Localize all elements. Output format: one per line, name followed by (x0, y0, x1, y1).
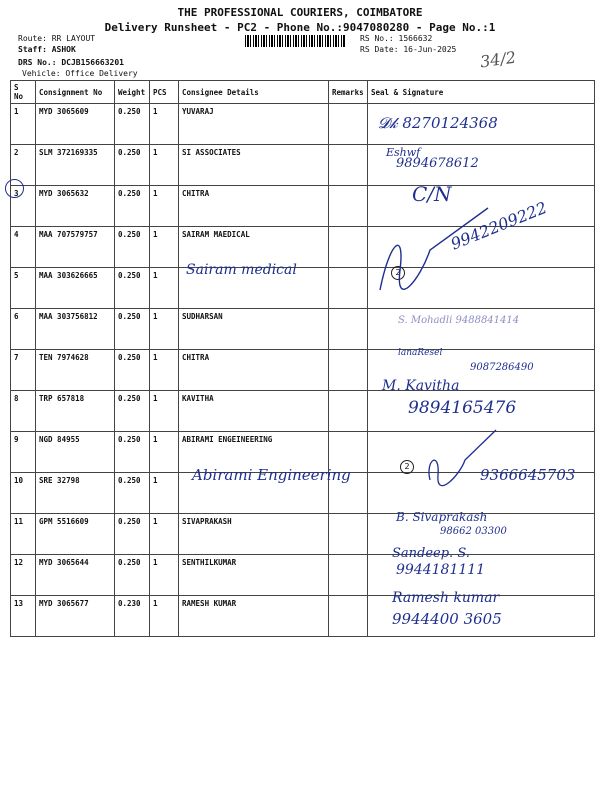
row-weight: 0.230 (115, 596, 150, 637)
badge-row-5: 2 (391, 266, 405, 280)
row-pcs: 1 (150, 309, 179, 350)
signature-row-10-phone: 9366645703 (480, 466, 576, 484)
row-consignee: ABIRAMI ENGEINEERING (179, 432, 329, 473)
col-consignee: Consignee Details (179, 81, 329, 104)
drs-field: DRS No.: DCJB156663201 (18, 58, 124, 67)
handwritten-page-number: 34/2 (478, 47, 518, 72)
row-remarks (329, 350, 368, 391)
route-field: Route: RR LAYOUT (18, 34, 96, 43)
signature-row-3: C/N (412, 182, 452, 206)
signature-scribble-row-4-5 (360, 200, 500, 300)
rs-no-value: 1566632 (398, 34, 433, 43)
row-sno: 7 (11, 350, 36, 391)
row-weight: 0.250 (115, 514, 150, 555)
table-header-row (11, 81, 595, 104)
remark-row-10: Abirami Engineering (192, 466, 351, 484)
table-row (11, 268, 595, 309)
row-sno: 2 (11, 145, 36, 186)
signature-row-12-name: Sandeep. S. (392, 546, 470, 561)
row-weight: 0.250 (115, 309, 150, 350)
signature-row-6: S. Mohadli 9488841414 (398, 315, 520, 326)
col-weight: Weight (115, 81, 150, 104)
row-pcs: 1 (150, 473, 179, 514)
circled-serial-mark (5, 179, 24, 198)
row-sno: 1 (11, 104, 36, 145)
row-consignment: SLM 372169335 (36, 145, 115, 186)
row-sno: 11 (11, 514, 36, 555)
signature-row-2-name: Eshwf (386, 146, 421, 159)
row-weight: 0.250 (115, 473, 150, 514)
row-consignee: KAVITHA (179, 391, 329, 432)
row-sno: 9 (11, 432, 36, 473)
route-value: RR LAYOUT (51, 34, 96, 43)
row-consignment: MAA 303756812 (36, 309, 115, 350)
row-pcs: 1 (150, 596, 179, 637)
table-row (11, 104, 595, 145)
row-pcs: 1 (150, 227, 179, 268)
signature-row-11-phone: 98662 03300 (440, 526, 507, 537)
signature-row-13-phone: 9944400 3605 (392, 610, 502, 628)
remark-row-5: Sairam medical (186, 262, 297, 278)
row-sno: 12 (11, 555, 36, 596)
row-pcs: 1 (150, 268, 179, 309)
row-weight: 0.250 (115, 104, 150, 145)
row-remarks (329, 104, 368, 145)
barcode (245, 35, 345, 47)
row-weight: 0.250 (115, 350, 150, 391)
row-pcs: 1 (150, 186, 179, 227)
signature-row-13-name: Ramesh kumar (392, 590, 500, 606)
signature-row-11-name: B. Sivaprakash (396, 510, 488, 524)
row-sno: 3 (11, 186, 36, 227)
row-consignment: NGD 84955 (36, 432, 115, 473)
row-pcs: 1 (150, 391, 179, 432)
row-weight: 0.250 (115, 145, 150, 186)
row-consignment: SRE 32798 (36, 473, 115, 514)
rs-date-field: RS Date: 16-Jun-2025 (360, 45, 457, 54)
staff-value: ASHOK (51, 45, 76, 54)
col-pcs: PCS (150, 81, 179, 104)
badge-row-10: 2 (400, 460, 414, 474)
row-weight: 0.250 (115, 432, 150, 473)
row-pcs: 1 (150, 104, 179, 145)
row-weight: 0.250 (115, 391, 150, 432)
row-remarks (329, 309, 368, 350)
row-consignee: YUVARAJ (179, 104, 329, 145)
col-remarks: Remarks (329, 81, 368, 104)
signature-row-1: 𝓓𝓀 8270124368 (378, 114, 498, 132)
row-remarks (329, 555, 368, 596)
page-subtitle: Delivery Runsheet - PC2 - Phone No.:9047080280 - Page No.:1 (104, 21, 496, 34)
row-consignee: SI ASSOCIATES (179, 145, 329, 186)
table-row (11, 145, 595, 186)
signature-row-7-name: lanaResel (398, 348, 443, 358)
signature-row-7-phone: 9087286490 (470, 362, 534, 373)
runsheet-table (10, 80, 595, 637)
row-weight: 0.250 (115, 268, 150, 309)
row-remarks (329, 596, 368, 637)
table-row (11, 596, 595, 637)
row-consignee: SENTHILKUMAR (179, 555, 329, 596)
table-row (11, 555, 595, 596)
row-remarks (329, 145, 368, 186)
row-consignee: SAIRAM MAEDICAL (179, 227, 329, 268)
row-pcs: 1 (150, 145, 179, 186)
row-consignee: RAMESH KUMAR (179, 596, 329, 637)
row-consignment: MAA 707579757 (36, 227, 115, 268)
signature-scribble-row-9-10 (410, 420, 500, 490)
row-remarks (329, 514, 368, 555)
row-sno: 8 (11, 391, 36, 432)
row-pcs: 1 (150, 555, 179, 596)
row-pcs: 1 (150, 432, 179, 473)
row-consignment: MYD 3065644 (36, 555, 115, 596)
rs-date-value: 16-Jun-2025 (403, 45, 457, 54)
row-consignment: TEN 7974628 (36, 350, 115, 391)
row-pcs: 1 (150, 514, 179, 555)
vehicle-value: Office Delivery (65, 69, 138, 78)
signature-row-2-phone: 9894678612 (396, 156, 479, 171)
row-consignment: MYD 3065677 (36, 596, 115, 637)
drs-value: DCJB156663201 (61, 58, 124, 67)
row-sno: 13 (11, 596, 36, 637)
vehicle-field: Vehicle: Office Delivery (22, 69, 138, 78)
row-weight: 0.250 (115, 186, 150, 227)
signature-row-5-phone: 9942209222 (448, 197, 550, 254)
row-weight: 0.250 (115, 227, 150, 268)
rs-no-field: RS No.: 1566632 (360, 34, 433, 43)
row-consignee: CHITRA (179, 350, 329, 391)
row-remarks (329, 391, 368, 432)
row-pcs: 1 (150, 350, 179, 391)
row-consignment: MAA 303626665 (36, 268, 115, 309)
row-sno: 4 (11, 227, 36, 268)
col-signature: Seal & Signature (368, 81, 595, 104)
signature-row-12-phone: 9944181111 (396, 562, 486, 578)
row-consignee: SUDHARSAN (179, 309, 329, 350)
col-consignment: Consignment No (36, 81, 115, 104)
row-sno: 6 (11, 309, 36, 350)
row-consignment: TRP 657818 (36, 391, 115, 432)
row-sno: 10 (11, 473, 36, 514)
row-consignee: SIVAPRAKASH (179, 514, 329, 555)
row-consignment: MYD 3065609 (36, 104, 115, 145)
row-consignment: GPM 5516609 (36, 514, 115, 555)
row-consignment: MYD 3065632 (36, 186, 115, 227)
signature-row-8-phone: 9894165476 (408, 398, 517, 418)
page-title: THE PROFESSIONAL COURIERS, COIMBATORE (177, 6, 423, 19)
col-sno: S No (11, 81, 36, 104)
staff-field: Staff: ASHOK (18, 45, 76, 54)
row-consignee: CHITRA (179, 186, 329, 227)
signature-row-8-name: M. Kavitha (382, 378, 460, 394)
row-sno: 5 (11, 268, 36, 309)
row-weight: 0.250 (115, 555, 150, 596)
